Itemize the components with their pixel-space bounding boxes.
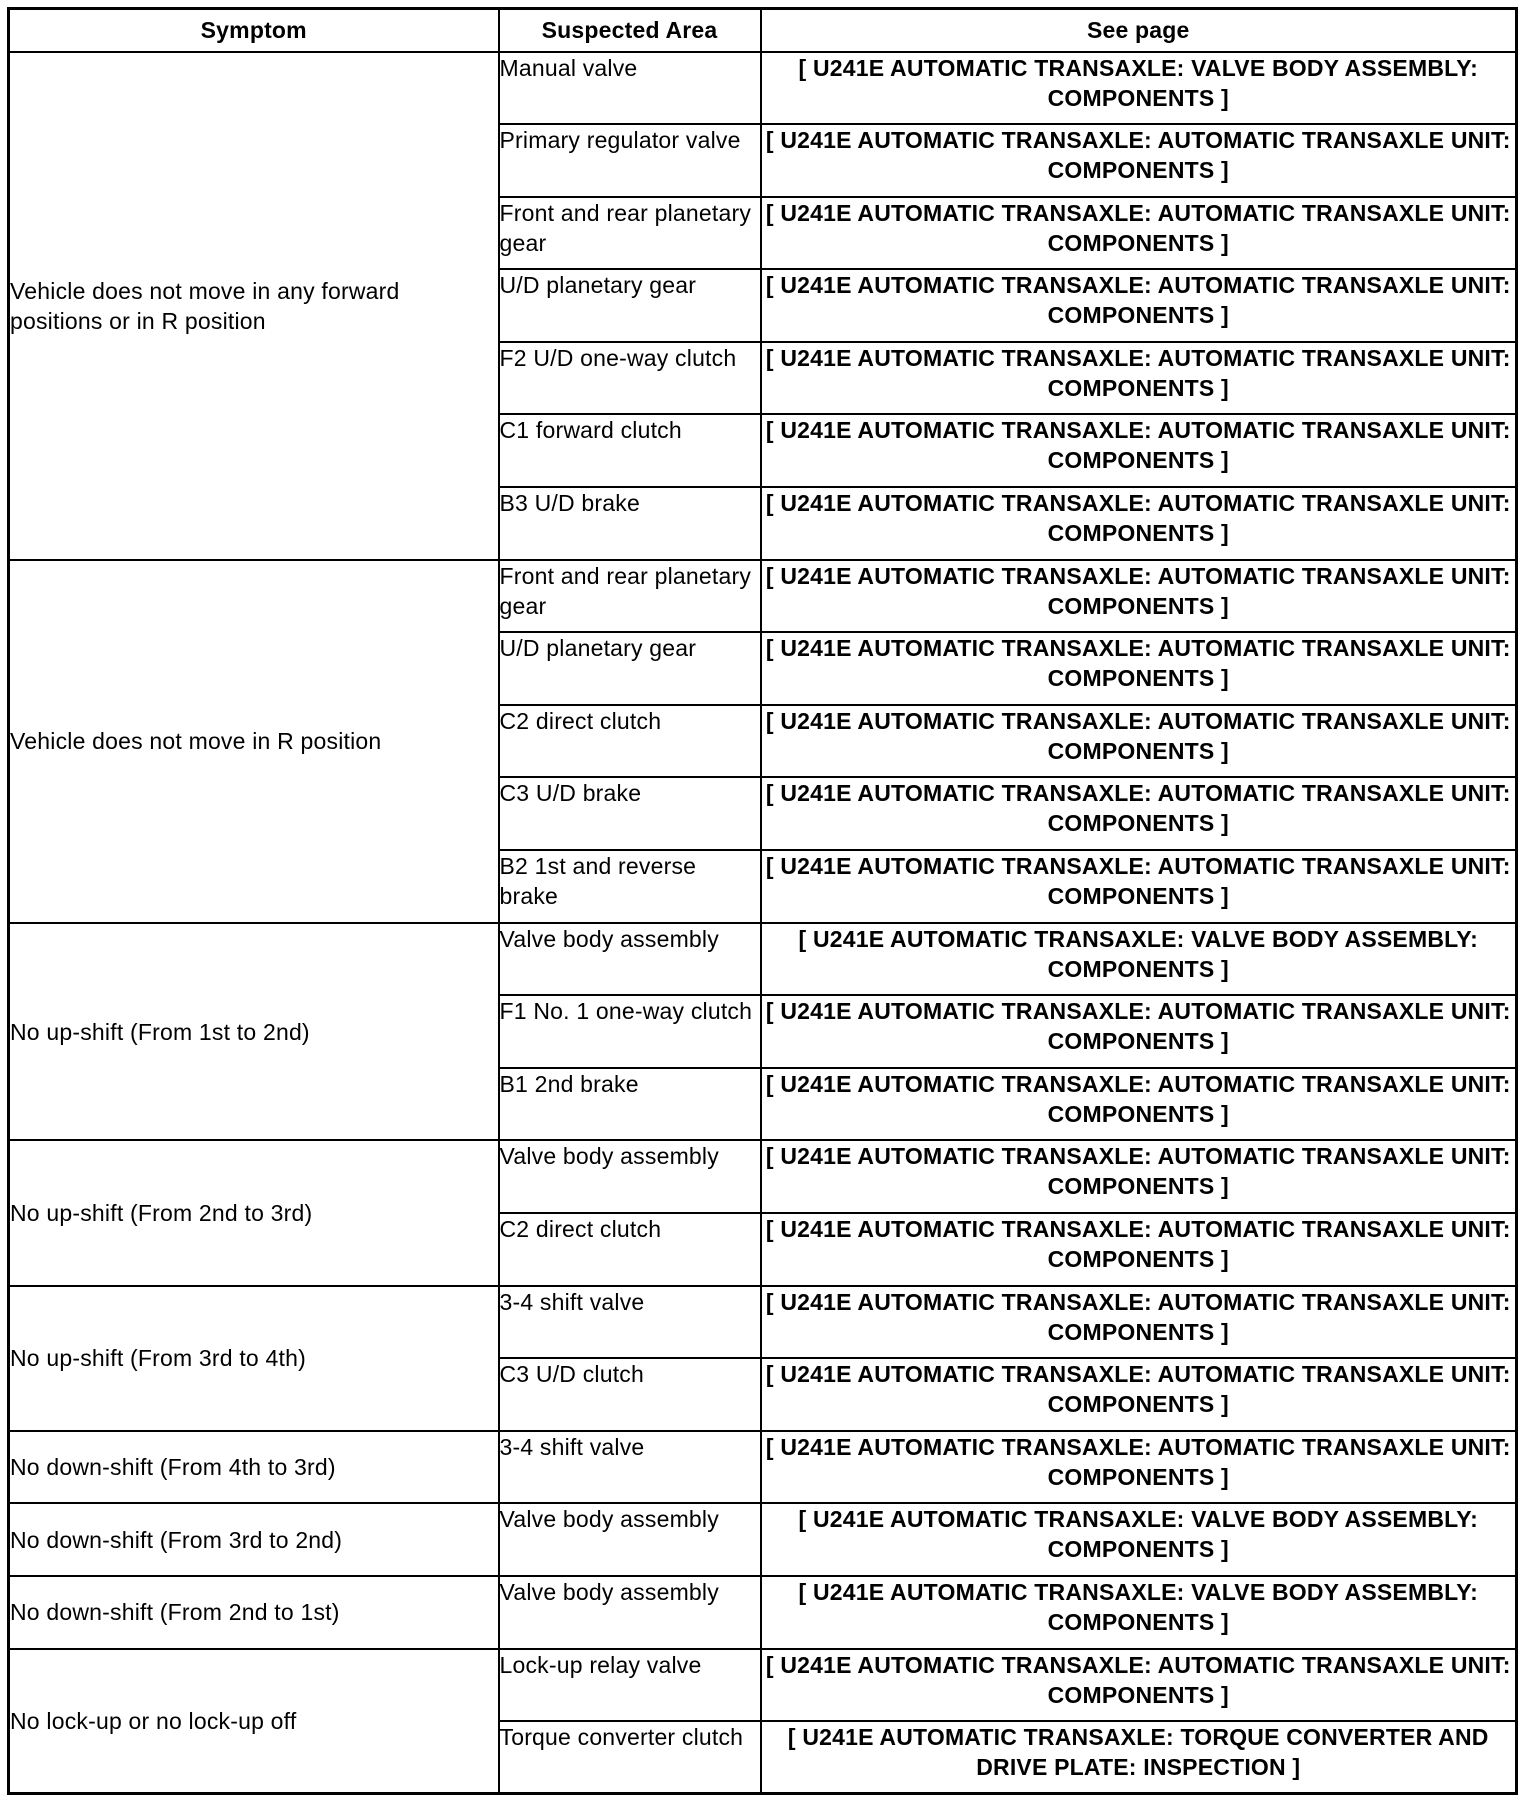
see-page-cell: [ U241E AUTOMATIC TRANSAXLE: AUTOMATIC TRANSAXLE UNIT: COMPONENTS ] bbox=[761, 124, 1517, 197]
see-page-cell: [ U241E AUTOMATIC TRANSAXLE: AUTOMATIC TRANSAXLE UNIT: COMPONENTS ] bbox=[761, 705, 1517, 778]
symptom-cell: No up-shift (From 2nd to 3rd) bbox=[9, 1140, 499, 1285]
symptom-cell: No lock-up or no lock-up off bbox=[9, 1649, 499, 1794]
see-page-cell: [ U241E AUTOMATIC TRANSAXLE: AUTOMATIC TRANSAXLE UNIT: COMPONENTS ] bbox=[761, 1213, 1517, 1286]
see-page-cell: [ U241E AUTOMATIC TRANSAXLE: AUTOMATIC TRANSAXLE UNIT: COMPONENTS ] bbox=[761, 269, 1517, 342]
table-row bbox=[9, 560, 1517, 633]
see-page-cell: [ U241E AUTOMATIC TRANSAXLE: AUTOMATIC TRANSAXLE UNIT: COMPONENTS ] bbox=[761, 1649, 1517, 1722]
header-see-page: See page bbox=[761, 9, 1517, 52]
suspected-area-cell: B3 U/D brake bbox=[499, 487, 761, 560]
see-page-cell: [ U241E AUTOMATIC TRANSAXLE: TORQUE CONVERTER AND DRIVE PLATE: INSPECTION ] bbox=[761, 1721, 1517, 1794]
symptom-cell: No down-shift (From 4th to 3rd) bbox=[9, 1431, 499, 1504]
table-row bbox=[9, 1503, 1517, 1576]
header-symptom: Symptom bbox=[9, 9, 499, 52]
symptom-table bbox=[7, 7, 1518, 1795]
table-row bbox=[9, 1576, 1517, 1649]
suspected-area-cell: C2 direct clutch bbox=[499, 705, 761, 778]
suspected-area-cell: B2 1st and reverse brake bbox=[499, 850, 761, 923]
see-page-cell: [ U241E AUTOMATIC TRANSAXLE: VALVE BODY ASSEMBLY: COMPONENTS ] bbox=[761, 1576, 1517, 1649]
see-page-cell: [ U241E AUTOMATIC TRANSAXLE: AUTOMATIC TRANSAXLE UNIT: COMPONENTS ] bbox=[761, 487, 1517, 560]
see-page-cell: [ U241E AUTOMATIC TRANSAXLE: AUTOMATIC TRANSAXLE UNIT: COMPONENTS ] bbox=[761, 995, 1517, 1068]
header-row bbox=[9, 9, 1517, 52]
suspected-area-cell: C3 U/D clutch bbox=[499, 1358, 761, 1431]
suspected-area-cell: 3-4 shift valve bbox=[499, 1286, 761, 1359]
see-page-cell: [ U241E AUTOMATIC TRANSAXLE: VALVE BODY ASSEMBLY: COMPONENTS ] bbox=[761, 52, 1517, 125]
suspected-area-cell: B1 2nd brake bbox=[499, 1068, 761, 1141]
table-row bbox=[9, 923, 1517, 996]
see-page-cell: [ U241E AUTOMATIC TRANSAXLE: AUTOMATIC TRANSAXLE UNIT: COMPONENTS ] bbox=[761, 1068, 1517, 1141]
see-page-cell: [ U241E AUTOMATIC TRANSAXLE: AUTOMATIC TRANSAXLE UNIT: COMPONENTS ] bbox=[761, 1358, 1517, 1431]
suspected-area-cell: Valve body assembly bbox=[499, 1140, 761, 1213]
table-row bbox=[9, 1431, 1517, 1504]
suspected-area-cell: Torque converter clutch bbox=[499, 1721, 761, 1794]
see-page-cell: [ U241E AUTOMATIC TRANSAXLE: AUTOMATIC TRANSAXLE UNIT: COMPONENTS ] bbox=[761, 850, 1517, 923]
symptom-cell: No up-shift (From 3rd to 4th) bbox=[9, 1286, 499, 1431]
see-page-cell: [ U241E AUTOMATIC TRANSAXLE: AUTOMATIC TRANSAXLE UNIT: COMPONENTS ] bbox=[761, 414, 1517, 487]
table-body bbox=[9, 52, 1517, 1794]
see-page-cell: [ U241E AUTOMATIC TRANSAXLE: AUTOMATIC TRANSAXLE UNIT: COMPONENTS ] bbox=[761, 632, 1517, 705]
see-page-cell: [ U241E AUTOMATIC TRANSAXLE: AUTOMATIC TRANSAXLE UNIT: COMPONENTS ] bbox=[761, 1140, 1517, 1213]
see-page-cell: [ U241E AUTOMATIC TRANSAXLE: VALVE BODY ASSEMBLY: COMPONENTS ] bbox=[761, 1503, 1517, 1576]
symptom-cell: Vehicle does not move in R position bbox=[9, 560, 499, 923]
suspected-area-cell: C1 forward clutch bbox=[499, 414, 761, 487]
suspected-area-cell: Primary regulator valve bbox=[499, 124, 761, 197]
symptom-cell: Vehicle does not move in any forward positions or in R position bbox=[9, 52, 499, 560]
suspected-area-cell: U/D planetary gear bbox=[499, 269, 761, 342]
table-row bbox=[9, 52, 1517, 125]
suspected-area-cell: 3-4 shift valve bbox=[499, 1431, 761, 1504]
suspected-area-cell: Lock-up relay valve bbox=[499, 1649, 761, 1722]
see-page-cell: [ U241E AUTOMATIC TRANSAXLE: AUTOMATIC TRANSAXLE UNIT: COMPONENTS ] bbox=[761, 560, 1517, 633]
suspected-area-cell: F1 No. 1 one-way clutch bbox=[499, 995, 761, 1068]
header-suspected-area: Suspected Area bbox=[499, 9, 761, 52]
see-page-cell: [ U241E AUTOMATIC TRANSAXLE: AUTOMATIC TRANSAXLE UNIT: COMPONENTS ] bbox=[761, 342, 1517, 415]
see-page-cell: [ U241E AUTOMATIC TRANSAXLE: AUTOMATIC TRANSAXLE UNIT: COMPONENTS ] bbox=[761, 1286, 1517, 1359]
table-row bbox=[9, 1649, 1517, 1722]
symptom-cell: No down-shift (From 3rd to 2nd) bbox=[9, 1503, 499, 1576]
suspected-area-cell: Valve body assembly bbox=[499, 923, 761, 996]
symptom-cell: No down-shift (From 2nd to 1st) bbox=[9, 1576, 499, 1649]
suspected-area-cell: F2 U/D one-way clutch bbox=[499, 342, 761, 415]
table-row bbox=[9, 1286, 1517, 1359]
suspected-area-cell: U/D planetary gear bbox=[499, 632, 761, 705]
see-page-cell: [ U241E AUTOMATIC TRANSAXLE: AUTOMATIC TRANSAXLE UNIT: COMPONENTS ] bbox=[761, 777, 1517, 850]
suspected-area-cell: C2 direct clutch bbox=[499, 1213, 761, 1286]
suspected-area-cell: Front and rear planetary gear bbox=[499, 197, 761, 270]
suspected-area-cell: C3 U/D brake bbox=[499, 777, 761, 850]
suspected-area-cell: Front and rear planetary gear bbox=[499, 560, 761, 633]
see-page-cell: [ U241E AUTOMATIC TRANSAXLE: AUTOMATIC TRANSAXLE UNIT: COMPONENTS ] bbox=[761, 1431, 1517, 1504]
see-page-cell: [ U241E AUTOMATIC TRANSAXLE: VALVE BODY ASSEMBLY: COMPONENTS ] bbox=[761, 923, 1517, 996]
suspected-area-cell: Manual valve bbox=[499, 52, 761, 125]
see-page-cell: [ U241E AUTOMATIC TRANSAXLE: AUTOMATIC TRANSAXLE UNIT: COMPONENTS ] bbox=[761, 197, 1517, 270]
suspected-area-cell: Valve body assembly bbox=[499, 1576, 761, 1649]
suspected-area-cell: Valve body assembly bbox=[499, 1503, 761, 1576]
symptom-cell: No up-shift (From 1st to 2nd) bbox=[9, 923, 499, 1141]
table-row bbox=[9, 1140, 1517, 1213]
